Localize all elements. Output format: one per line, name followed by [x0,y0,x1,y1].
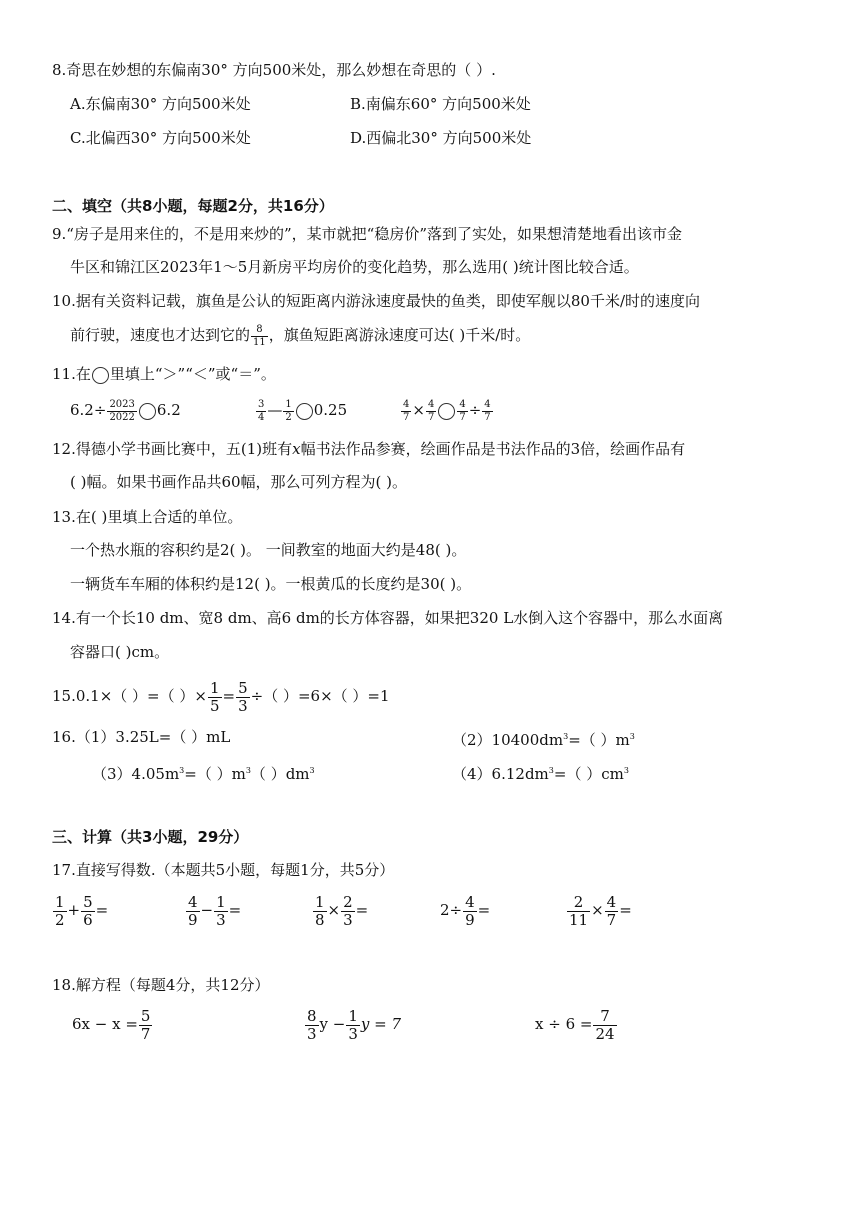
q11-stem: 11.在 里填上“＞”“＜”或“＝”。 [52,365,276,383]
q10-line-2 [70,320,530,350]
q11-expr-3: $\frac{4}{7}$ × $\frac{4}{7}$ $\frac{4}{7}$ ÷ $\frac{4}{7}$ [403,398,491,423]
q8-option-d: D.西偏北30° 方向500米处 [350,129,532,147]
q13-line-2: 一辆货车车厢的体积约是12( )。一根黄瓜的长度约是30( )。 [70,575,472,593]
q16-part-4: $(4)6.12dm^3=$（ ）$cm^3$ [452,765,629,783]
q9-line-2: 牛区和锦江区2023年1～5月新房平均房价的变化趋势，那么选用( )统计图比较合适。 [70,258,639,276]
q14-line-2: 容器口( )cm。 [70,643,170,661]
q17-stem: 17.直接写得数.（本题共5小题，每题1分，共5分） [52,861,395,879]
section-3-heading: 三、计算（共3小题，29分） [52,828,249,846]
q18-eq-1: 6x − x = $\frac{5}{7}$ [72,1006,151,1043]
q15-line: 15.0.1×（ ）=（ ）× $\frac{1}{5}$ = $\frac{5}{3}$ ÷（ ）=6×（ ）=1 [52,678,390,715]
q10-fraction: $\frac{8}{11}$ [253,323,266,348]
q12-line-1: 12.得德小学书画比赛中，五(1)班有x幅书法作品参赛，绘画作品是书法作品的3倍，绘画作品有 [52,440,686,458]
q11-expr-1: 6.2÷ $\frac{2023}{2022}$ 6.2 [70,398,181,423]
compare-circle-icon[interactable] [296,403,313,420]
q8-option-c: C.北偏西30° 方向500米处 [70,129,251,147]
q18-eq-3: x ÷ 6 = $\frac{7}{24}$ [535,1006,615,1043]
q10-line-1: 10.据有关资料记载，旗鱼是公认的短距离内游泳速度最快的鱼类，即使军舰以80千米/时的速度向 [52,292,700,310]
q17-expr-1: $\frac{1}{2}$ + $\frac{5}{6}$ = [55,892,109,929]
q16-part-3: $(3)4.05m^3=$（ ）$m^3$（ ）$dm^3$ [92,765,315,783]
q10-text-b: ，旗鱼短距离游泳速度可达( )千米/时。 [268,326,531,344]
q8-stem: 8.奇思在妙想的东偏南30° 方向500米处，那么妙想在奇思的（ ）. [52,61,496,79]
compare-circle-icon[interactable] [139,403,156,420]
q14-line-1: 14.有一个长10 dm、宽8 dm、高6 dm的长方体容器，如果把320 L水倒入这个容器中，那么水面离 [52,609,724,627]
q17-expr-3: $\frac{1}{8}$ × $\frac{2}{3}$ = [315,892,369,929]
q10-text-a: 前行驶，速度也才达到它的 [70,326,251,344]
compare-circle-icon [92,367,109,384]
q13-line-1: 一个热水瓶的容积约是2( )。 一间教室的地面大约是48( )。 [70,541,467,559]
q8-option-a: A.东偏南30° 方向500米处 [70,95,251,113]
q8-option-b: B.南偏东60° 方向500米处 [350,95,531,113]
q18-eq-2: $\frac{8}{3}$ y − $\frac{1}{3}$ y = 7 [307,1006,402,1043]
q16-part-1: 16.（1）3.25L=（ ）mL [52,728,231,746]
q13-stem: 13.在( )里填上合适的单位。 [52,508,243,526]
q18-stem: 18.解方程（每题4分，共12分） [52,976,270,994]
q9-line-1: 9.“房子是用来住的，不是用来炒的”，某市就把“稳房价”落到了实处，如果想清楚地看出该市金 [52,225,682,243]
q11-expr-2: $\frac{3}{4}$ — $\frac{1}{2}$ 0.25 [258,398,348,423]
q17-expr-4: 2÷ $\frac{4}{9}$ = [440,892,491,929]
q17-expr-2: $\frac{4}{9}$ − $\frac{1}{3}$ = [188,892,242,929]
q17-expr-5: $\frac{2}{11}$ × $\frac{4}{7}$ = [569,892,632,929]
q16-part-2: $(2)10400dm^3=$（ ）$m^3$ [452,731,635,749]
section-2-heading: 二、填空（共8小题，每题2分，共16分） [52,197,334,215]
compare-circle-icon[interactable] [438,403,455,420]
q12-line-2: ( )幅。如果书画作品共60幅，那么可列方程为( )。 [70,473,408,491]
